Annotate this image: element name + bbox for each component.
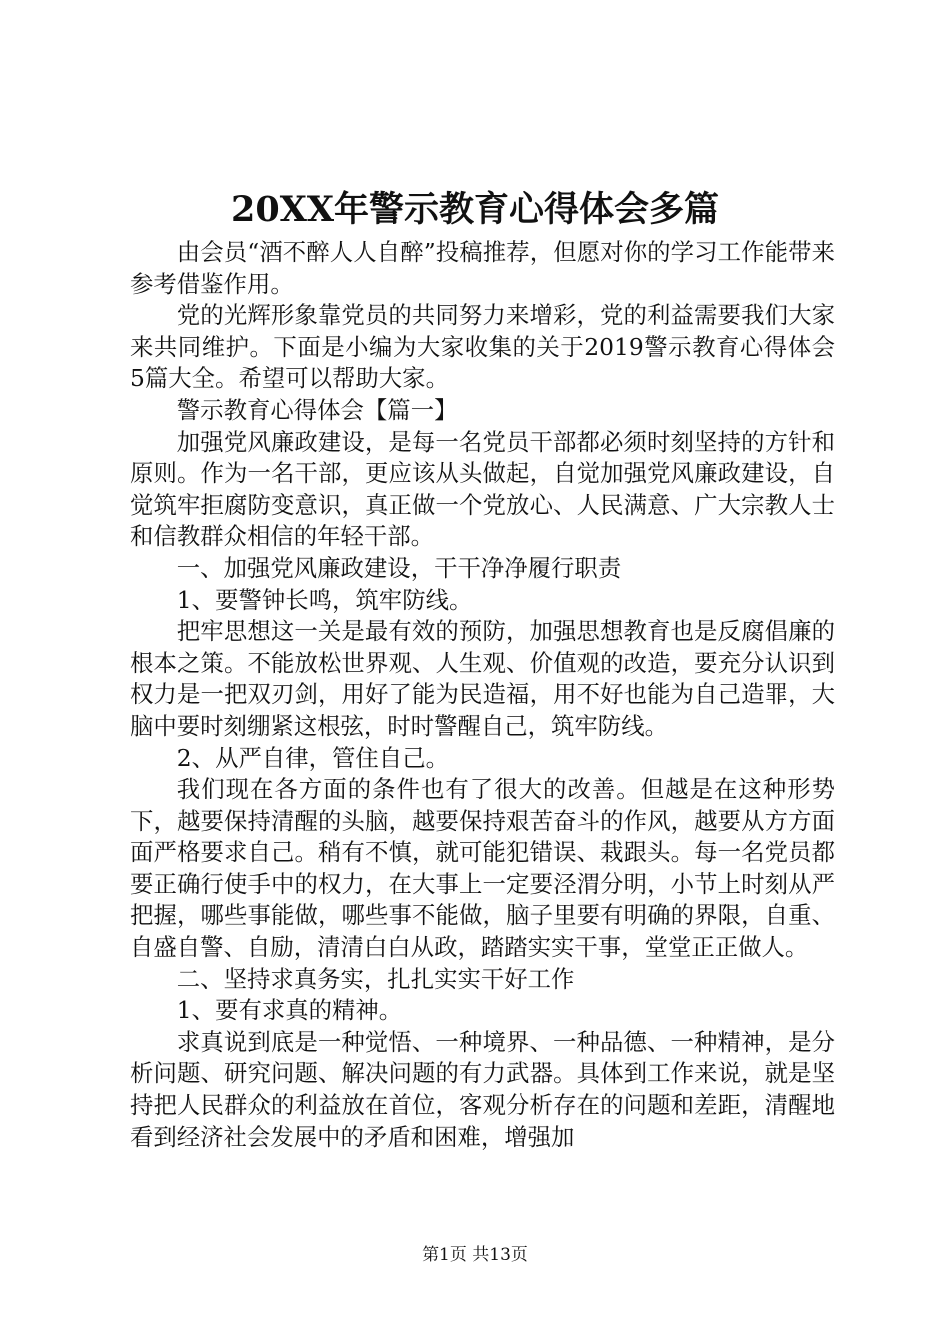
page-number-footer: 第1页 共13页: [422, 1245, 528, 1265]
section-heading: 一、加强党风廉政建设，干干净净履行职责: [176, 553, 622, 582]
paragraph: 求真说到底是一种觉悟、一种境界、一种品德、一种精神，是分析问题、研究问题、解决问题的有力武器。具体到工作来说，就是坚持把人民群众的利益放在首位，客观分析存在的问题和差距，清醒地看到经济社会发展中的矛盾和困难，增强加: [130, 1027, 835, 1151]
paragraph: 把牢思想这一关是最有效的预防，加强思想教育也是反腐倡廉的根本之策。不能放松世界观、人生观、价值观的改造，要充分认识到权力是一把双刃剑，用好了能为民造福，用不好也能为自己造罪，大脑中要时刻绷紧这根弦，时时警醒自己，筑牢防线。: [130, 617, 835, 740]
document-title: 20XX年警示教育心得体会多篇: [230, 189, 720, 230]
paragraph: 我们现在各方面的条件也有了很大的改善。但越是在这种形势下，越要保持清醒的头脑，越要保持艰苦奋斗的作风，越要从方方面面严格要求自己。稍有不慎，就可能犯错误、栽跟头。每一名党员都要正确行使手中的权力，在大事上一定要泾渭分明，小节上时刻从严把握，哪些事能做，哪些事不能做，脑子里要有明确的界限，自重、自盛自警、自励，清清白白从政，踏踏实实干事，堂堂正正做人。: [130, 775, 835, 962]
subsection-heading: 1、要有求真的精神。: [176, 996, 403, 1025]
paragraph: 由会员“酒不醉人人自醉”投稿推荐，但愿对你的学习工作能带来参考借鉴作用。: [130, 238, 835, 298]
paragraph: 加强党风廉政建设，是每一名党员干部都必须时刻坚持的方针和原则。作为一名干部，更应该从头做起，自觉加强党风廉政建设，自觉筑牢拒腐防变意识，真正做一个党放心、人民满意、广大宗教人士和信教群众相信的年轻干部。: [130, 427, 835, 551]
section-heading: 警示教育心得体会【篇一】: [176, 395, 458, 424]
paragraph: 党的光辉形象靠党员的共同努力来增彩，党的利益需要我们大家来共同维护。下面是小编为大家收集的关于2019警示教育心得体会5篇大全。希望可以帮助大家。: [130, 301, 835, 393]
section-heading: 二、坚持求真务实，扎扎实实干好工作: [176, 964, 575, 993]
document-body: [130, 237, 835, 1153]
subsection-heading: 2、从严自律，管住自己。: [176, 743, 449, 772]
subsection-heading: 1、要警钟长鸣，筑牢防线。: [176, 585, 473, 614]
